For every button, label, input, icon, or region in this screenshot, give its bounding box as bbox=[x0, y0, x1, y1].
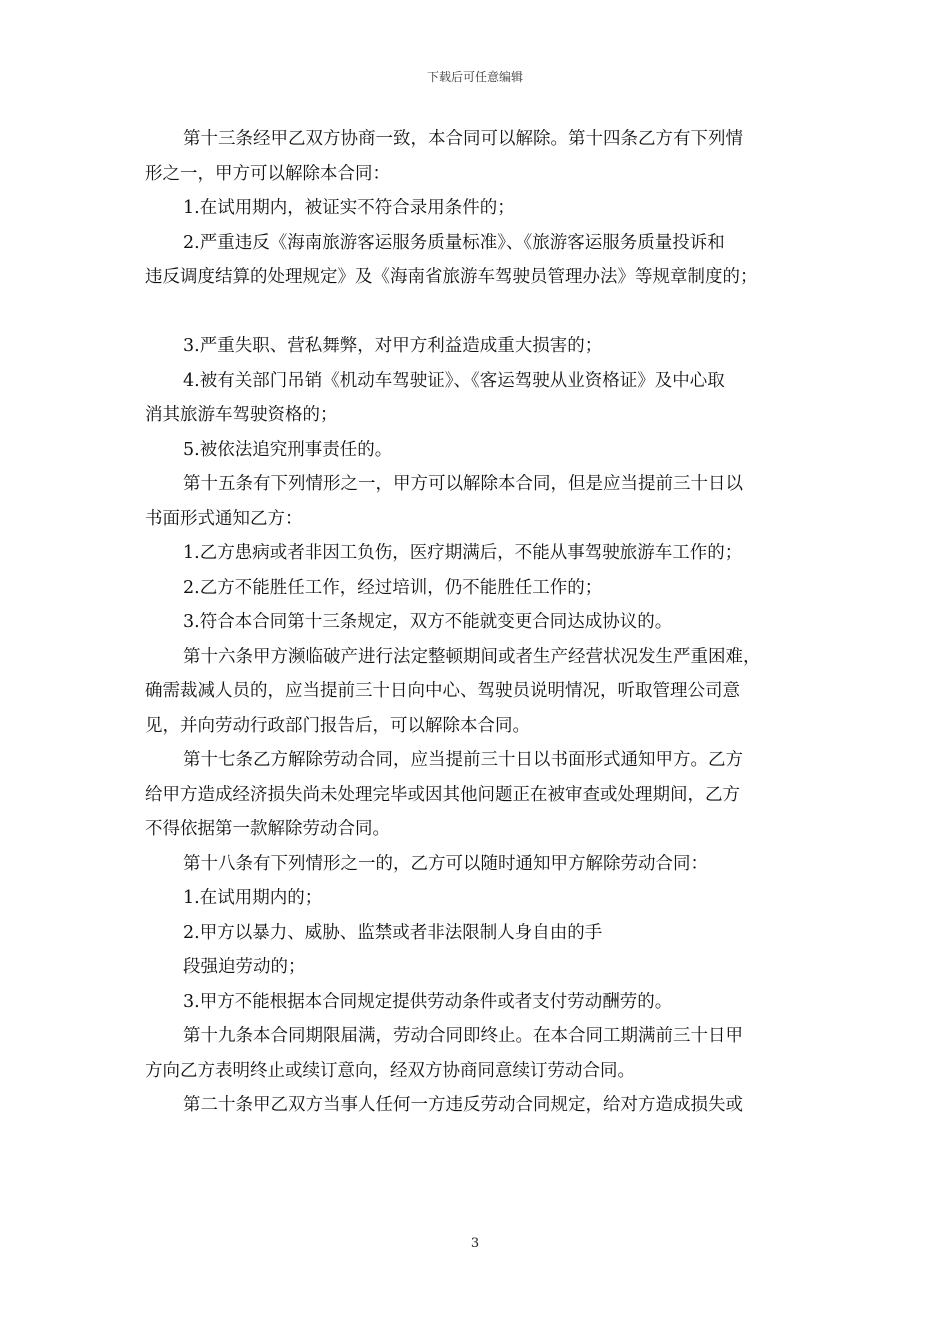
list-item-2-violation-line-1: 2.严重违反《海南旅游客运服务质量标准》、《旅游客运服务质量投诉和 bbox=[183, 232, 725, 253]
paragraph-article-16-line-1: 第十六条甲方濒临破产进行法定整顿期间或者生产经营状况发生严重困难， bbox=[183, 646, 761, 667]
paragraph-article-19-line-2: 方向乙方表明终止或续订意向，经双方协商同意续订劳动合同。 bbox=[145, 1060, 635, 1081]
paragraph-article-15-line-2: 书面形式通知乙方： bbox=[145, 508, 303, 529]
paragraph-article-13-line-2: 形之一，甲方可以解除本合同： bbox=[145, 163, 390, 184]
paragraph-article-17-line-2: 给甲方造成经济损失尚未处理完毕或因其他问题正在被审查或处理期间，乙方 bbox=[145, 784, 740, 805]
list-item-3-no-agreement: 3.符合本合同第十三条规定，双方不能就变更合同达成协议的。 bbox=[183, 612, 673, 632]
page-header: 下载后可任意编辑 bbox=[426, 70, 523, 84]
list-item-3-no-conditions: 3.甲方不能根据本合同规定提供劳动条件或者支付劳动酬劳的。 bbox=[183, 991, 673, 1012]
paragraph-article-16-line-2: 确需裁减人员的，应当提前三十日向中心、驾驶员说明情况，听取管理公司意 bbox=[145, 681, 740, 701]
list-item-1-illness: 1.乙方患病或者非因工负伤，医疗期满后，不能从事驾驶旅游车工作的； bbox=[183, 543, 743, 563]
list-item-4-license-line-1: 4.被有关部门吊销《机动车驾驶证》、《客运驾驶从业资格证》及中心取 bbox=[183, 370, 725, 391]
blank-line bbox=[145, 295, 815, 330]
list-item-2-coercion-continued: 段强迫劳动的； bbox=[183, 957, 306, 977]
paragraph-article-19-line-1: 第十九条本合同期限届满，劳动合同即终止。在本合同工期满前三十日甲 bbox=[183, 1026, 743, 1046]
list-item-3-negligence: 3.严重失职、营私舞弊，对甲方利益造成重大损害的； bbox=[183, 336, 603, 356]
list-item-1-probation-period: 1.在试用期内的； bbox=[183, 888, 323, 908]
paragraph-article-16-line-3: 见，并向劳动行政部门报告后，可以解除本合同。 bbox=[145, 715, 530, 736]
paragraph-article-20-line-1: 第二十条甲乙双方当事人任何一方违反劳动合同规定，给对方造成损失或 bbox=[183, 1095, 743, 1115]
list-item-2-coercion: 2.甲方以暴力、威胁、监禁或者非法限制人身自由的手 bbox=[183, 922, 603, 943]
list-item-2-violation-line-2: 违反调度结算的处理规定》及《海南省旅游车驾驶员管理办法》等规章制度的； bbox=[145, 267, 758, 287]
document-body bbox=[145, 122, 815, 1123]
list-item-1-probation: 1.在试用期内，被证实不符合录用条件的； bbox=[183, 198, 515, 218]
list-item-2-incompetent: 2.乙方不能胜任工作，经过培训，仍不能胜任工作的； bbox=[183, 577, 603, 598]
paragraph-article-18: 第十八条有下列情形之一的，乙方可以随时通知甲方解除劳动合同： bbox=[183, 853, 708, 874]
paragraph-article-17-line-1: 第十七条乙方解除劳动合同，应当提前三十日以书面形式通知甲方。乙方 bbox=[183, 750, 743, 770]
paragraph-article-17-line-3: 不得依据第一款解除劳动合同。 bbox=[145, 819, 390, 839]
paragraph-article-13-line-1: 第十三条经甲乙双方协商一致，本合同可以解除。第十四条乙方有下列情 bbox=[183, 129, 743, 149]
list-item-5-criminal: 5.被依法追究刑事责任的。 bbox=[183, 439, 393, 460]
list-item-4-license-line-2: 消其旅游车驾驶资格的； bbox=[145, 405, 338, 425]
page-number: 3 bbox=[470, 1236, 480, 1251]
paragraph-article-15-line-1: 第十五条有下列情形之一，甲方可以解除本合同，但是应当提前三十日以 bbox=[183, 474, 743, 494]
